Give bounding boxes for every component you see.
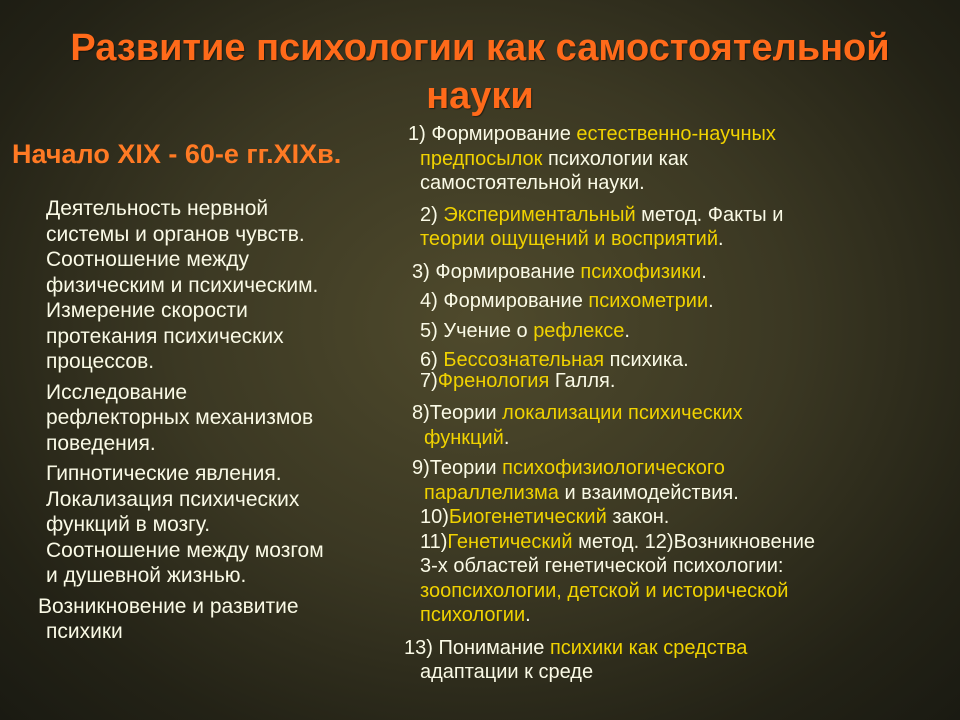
highlight-term: Экспериментальный — [443, 203, 636, 226]
item-text: психологии как — [542, 147, 688, 170]
list-item-10 — [404, 505, 954, 530]
item-number: 5) — [420, 319, 438, 342]
item-text: . — [503, 426, 510, 449]
item-text: самостоятельной науки. — [420, 172, 645, 194]
item-number: 8) — [412, 402, 430, 424]
item-number: 11) — [420, 530, 448, 553]
right-numbered-list — [404, 122, 954, 685]
highlight-term: Генетический — [447, 530, 573, 553]
left-item-nervous-system — [46, 196, 406, 375]
item-number: 13) — [404, 636, 433, 659]
item-number: 3) — [412, 260, 430, 283]
title-line-2: науки — [426, 75, 534, 117]
list-item-1 — [404, 122, 954, 196]
item-text: Формирование — [435, 260, 581, 283]
highlight-term: психометрии — [588, 290, 709, 312]
item-text: . — [525, 604, 531, 626]
left-line: Соотношение между — [46, 248, 250, 271]
item-text: психика. — [604, 349, 689, 371]
title-line-1: Развитие психологии как самостоятельной — [70, 27, 890, 69]
highlight-term: локализации психических — [502, 402, 743, 424]
slide-title — [0, 24, 960, 120]
item-number: 6) — [420, 349, 438, 371]
item-text: . — [624, 319, 630, 342]
highlight-term: параллелизма — [424, 481, 559, 504]
left-line: Измерение скорости — [46, 299, 248, 322]
left-line: поведения. — [46, 431, 156, 455]
highlight-term: Бессознательная — [443, 349, 605, 371]
item-text: . — [708, 290, 714, 312]
highlight-term: Биогенетический — [448, 506, 607, 528]
left-line: функций в мозгу. — [46, 513, 211, 536]
left-line: и душевной жизнью. — [46, 564, 247, 587]
item-text: Теории — [429, 402, 503, 424]
highlight-term: функций — [424, 426, 504, 449]
list-item-2 — [404, 203, 954, 252]
item-text: Галля. — [549, 369, 616, 392]
list-item-4 — [404, 289, 954, 314]
item-text: Теории — [429, 457, 503, 479]
period-heading: Начало XIX - 60-е гг.XIXв. — [12, 139, 342, 169]
item-text: закон. — [606, 506, 670, 528]
list-item-13 — [404, 636, 954, 685]
highlight-term: естественно-научных — [576, 123, 776, 145]
item-text: Учение о — [443, 319, 534, 342]
highlight-term: Френология — [437, 369, 550, 392]
item-number: 7) — [420, 369, 438, 392]
item-text: . — [718, 228, 724, 250]
left-line: протекания психических — [46, 324, 284, 348]
highlight-term: психофизиологического — [502, 457, 725, 479]
item-number: 10) — [420, 506, 449, 528]
highlight-term: психофизики — [580, 260, 702, 283]
list-item-9 — [404, 456, 954, 505]
item-number: 4) — [420, 290, 438, 312]
highlight-term: рефлексе — [533, 319, 625, 342]
highlight-term: теории ощущений и восприятий — [420, 228, 719, 250]
item-text: метод. Факты и — [635, 203, 784, 226]
item-text: Понимание — [432, 636, 550, 659]
left-item-hypnosis — [46, 461, 406, 589]
left-bullet-list — [38, 196, 406, 650]
left-item-psyche-origin — [38, 594, 406, 645]
left-item-reflex-research — [46, 380, 406, 457]
left-line: процессов. — [46, 350, 155, 373]
highlight-term: предпосылок — [420, 147, 543, 170]
item-text: Формирование — [431, 123, 577, 145]
list-item-5 — [404, 319, 954, 344]
left-line: системы и органов чувств. — [46, 222, 305, 246]
left-line: психики — [46, 620, 123, 643]
highlight-term: психологии — [420, 604, 526, 626]
item-text: 3-х областей генетической психологии: — [420, 555, 784, 577]
highlight-term: психики как средства — [549, 636, 748, 659]
list-item-3 — [404, 260, 954, 285]
list-item-8 — [404, 401, 954, 450]
item-text: Формирование — [443, 290, 589, 312]
item-text: адаптации к среде — [420, 661, 594, 683]
item-number: 9) — [412, 457, 430, 479]
left-line: Деятельность нервной — [46, 197, 269, 220]
item-number: 1) — [408, 123, 426, 145]
item-text: метод. 12)Возникновение — [572, 530, 815, 553]
item-text: . — [701, 260, 707, 283]
left-line: Локализация психических — [46, 487, 300, 511]
left-line: рефлекторных механизмов — [46, 406, 314, 429]
list-item-11 — [404, 530, 954, 628]
left-line: Гипнотические явления. — [46, 462, 282, 485]
left-line: Соотношение между мозгом — [46, 538, 324, 562]
left-line: Исследование — [46, 380, 188, 404]
highlight-term: зоопсихологии, детской и исторической — [420, 579, 789, 602]
item-text: и взаимодействия. — [558, 481, 739, 504]
left-line: Возникновение и развитие — [38, 594, 299, 618]
list-item-7 — [404, 369, 954, 394]
left-line: физическим и психическим. — [46, 273, 319, 297]
item-number: 2) — [420, 203, 438, 226]
